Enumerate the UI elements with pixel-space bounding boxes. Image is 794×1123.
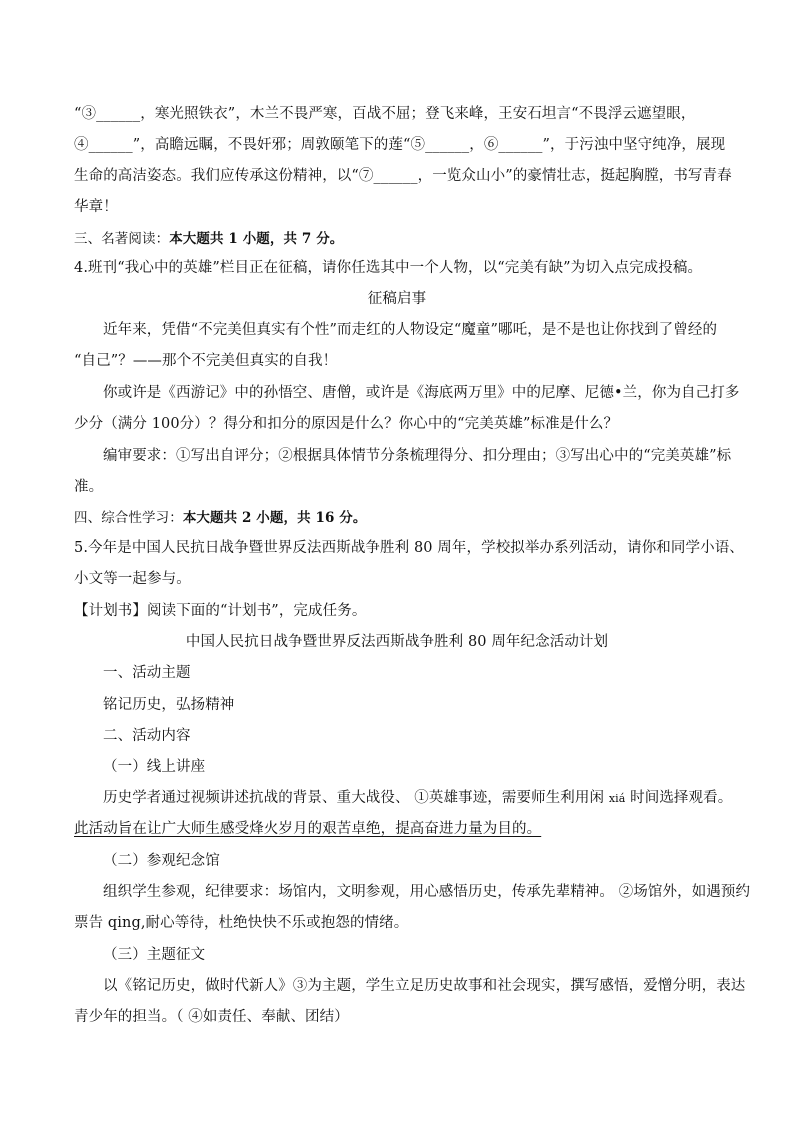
- plan-subsection-1: （一）线上讲座: [103, 759, 206, 775]
- poem-line-1: “③______，寒光照铁衣”，木兰不畏严寒，百战不屈；登飞来峰，王安石坦言“不畏浮云遮望眼，: [74, 106, 696, 122]
- plan-subsection-1-line-1: 历史学者通过视频讲述抗战的背景、重大战役、 ①英雄事迹，需要师生利用闲 xiá 时间选择观看。: [103, 790, 733, 806]
- notice-paragraph-1-line-1: 近年来，凭借“不完美但真实有个性”而走红的人物设定“魔童”哪吒，是不是也让你找到了曾经的: [103, 322, 718, 338]
- plan-subsection-3: （三）主题征文: [103, 947, 206, 963]
- notice-title: 征稿启事: [367, 291, 427, 307]
- plan-intro: 【计划书】阅读下面的“计划书”，完成任务。: [74, 603, 367, 619]
- question-5-line-1: 5.今年是中国人民抗日战争暨世界反法西斯战争胜利 80 周年，学校拟举办系列活动，请你和同学小语、: [74, 540, 744, 556]
- notice-paragraph-2-line-2: 少分（满分 100分）？得分和扣分的原因是什么？你心中的“完美英雄”标准是什么？: [74, 416, 619, 432]
- plan-subsection-3-line-1: 以《铭记历史，做时代新人》③为主题，学生立足历史故事和社会现实，撰写感悟，爱憎分明，表达: [103, 978, 746, 994]
- plan-heading-2: 二、活动内容: [103, 728, 191, 744]
- plan-subsection-2: （二）参观纪念馆: [103, 853, 220, 869]
- pinyin-annotation: xiá: [608, 792, 626, 805]
- plan-heading-1: 一、活动主题: [103, 665, 191, 681]
- plan-title: 中国人民抗日战争暨世界反法西斯战争胜利 80 周年纪念活动计划: [185, 634, 609, 650]
- plan-subsection-3-line-2: 青少年的担当。（ ④如责任、奉献、团结）: [74, 1009, 349, 1025]
- poem-line-4: 华章！: [74, 199, 118, 215]
- question-4: 4.班刊“我心中的英雄”栏目正在征稿，请你任选其中一个人物，以“完美有缺”为切入点完成投稿。: [74, 260, 703, 276]
- plan-theme: 铭记历史，弘扬精神: [103, 697, 235, 713]
- poem-line-3: 生命的高洁姿态。我们应传承这份精神，以“⑦______，一览众山小”的豪情壮志，挺起胸膛，书写青春: [74, 168, 732, 184]
- section-3-heading: 三、名著阅读：本大题共 1 小题，共 7 分。: [74, 231, 344, 247]
- plan-subsection-1-line-2: 此活动旨在让广大师生感受烽火岁月的艰苦卓绝，提高奋进力量为目的。: [74, 821, 542, 837]
- notice-paragraph-2-line-1: 你或许是《西游记》中的孙悟空、唐僧，或许是《海底两万里》中的尼摩、尼德•兰，你为自己打多: [103, 385, 740, 401]
- question-5-line-2: 小文等一起参与。: [74, 571, 191, 587]
- notice-paragraph-3-line-1: 编审要求：①写出自评分；②根据具体情节分条梳理得分、扣分理由；③写出心中的“完美英雄”标: [103, 448, 732, 464]
- notice-paragraph-3-line-2: 准。: [74, 479, 104, 495]
- poem-line-2: ④______”，高瞻远瞩，不畏奸邪；周敦颐笔下的莲“⑤______，⑥______”，于污浊中坚守纯净，展现: [74, 137, 726, 153]
- notice-paragraph-1-line-2: “自己”？——那个不完美但真实的自我！: [74, 353, 338, 369]
- plan-subsection-2-line-1: 组织学生参观，纪律要求：场馆内，文明参观，用心感悟历史，传承先辈精神。 ②场馆外，如遇预约: [103, 884, 751, 900]
- plan-subsection-2-line-2: 票告 qing,耐心等待，杜绝快快不乐或抱怨的情绪。: [74, 915, 409, 931]
- section-4-heading: 四、综合性学习：本大题共 2 小题，共 16 分。: [74, 510, 367, 526]
